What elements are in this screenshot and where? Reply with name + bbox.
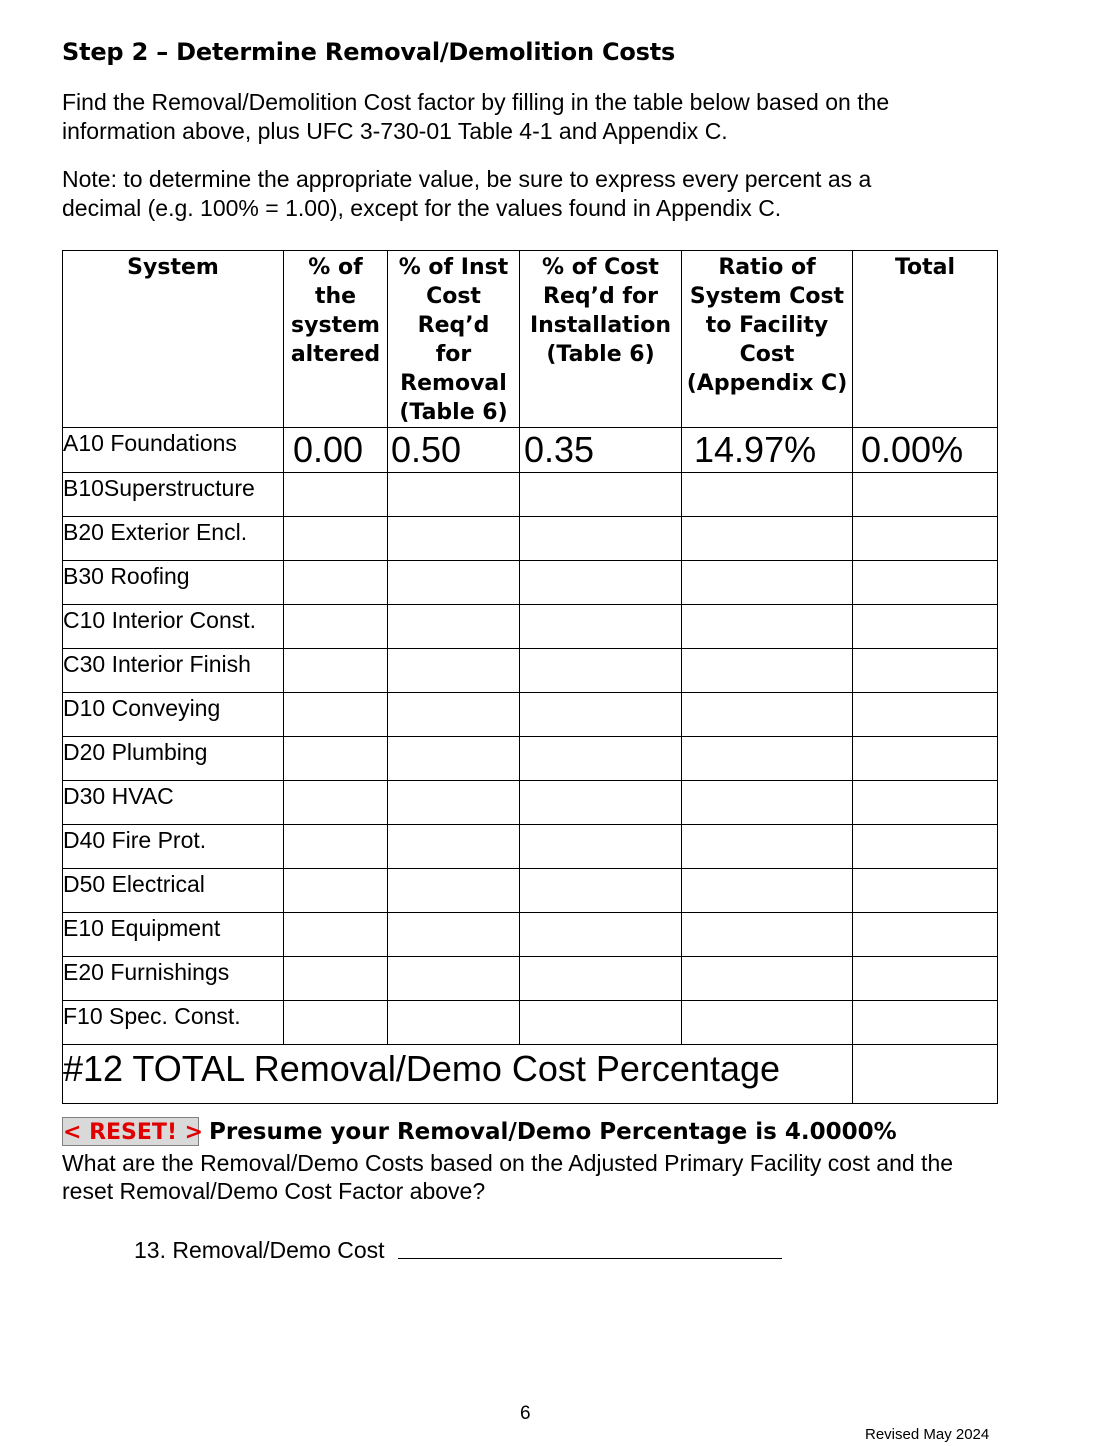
pct-install-cell[interactable] — [520, 473, 682, 517]
ratio-cell[interactable] — [682, 473, 853, 517]
system-name-cell: D20 Plumbing — [63, 737, 284, 781]
system-name-cell: C10 Interior Const. — [63, 605, 284, 649]
header-line: altered — [290, 342, 381, 367]
pct-removal-cell[interactable] — [388, 693, 520, 737]
table-row — [63, 869, 998, 913]
pct-altered-cell[interactable] — [284, 957, 388, 1001]
total-cell[interactable] — [853, 737, 998, 781]
pct-install-cell[interactable] — [520, 561, 682, 605]
pct-removal-cell[interactable] — [388, 825, 520, 869]
system-name-cell: D40 Fire Prot. — [63, 825, 284, 869]
table-row — [63, 737, 998, 781]
ratio-cell[interactable] — [682, 1001, 853, 1045]
pct-altered-cell[interactable] — [284, 649, 388, 693]
total-cell[interactable] — [853, 869, 998, 913]
system-name-cell: B10Superstructure — [63, 473, 284, 517]
ratio-cell[interactable]: 14.97% — [682, 428, 853, 473]
table-row — [63, 1001, 998, 1045]
q13-label: 13. Removal/Demo Cost — [134, 1237, 385, 1263]
total-cell[interactable] — [853, 517, 998, 561]
total-cell[interactable] — [853, 649, 998, 693]
pct-altered-cell[interactable] — [284, 473, 388, 517]
table-row — [63, 517, 998, 561]
header-line: Removal — [400, 371, 507, 396]
table-row — [63, 561, 998, 605]
total-cell[interactable] — [853, 605, 998, 649]
system-name-cell: E10 Equipment — [63, 913, 284, 957]
revised-date: Revised May 2024 — [865, 1426, 990, 1443]
pct-altered-cell[interactable] — [284, 781, 388, 825]
header-line: Cost — [739, 342, 795, 367]
ratio-cell[interactable] — [682, 517, 853, 561]
ratio-cell[interactable] — [682, 605, 853, 649]
question-line-2: reset Removal/Demo Cost Factor above? — [62, 1178, 486, 1204]
pct-install-cell[interactable] — [520, 605, 682, 649]
table-row — [63, 605, 998, 649]
total-cell[interactable] — [853, 957, 998, 1001]
system-name-cell: E20 Furnishings — [63, 957, 284, 1001]
pct-install-cell[interactable]: 0.35 — [520, 428, 682, 473]
header-line: Req’d for — [543, 284, 658, 309]
pct-altered-cell[interactable] — [284, 561, 388, 605]
pct-altered-cell[interactable] — [284, 1001, 388, 1045]
ratio-cell[interactable] — [682, 825, 853, 869]
total-row-label: #12 TOTAL Removal/Demo Cost Percentage — [63, 1045, 853, 1104]
header-line: Cost Req’d — [417, 284, 490, 338]
header-line: the — [314, 284, 357, 309]
table-row — [63, 473, 998, 517]
table-row — [63, 693, 998, 737]
header-line: (Table 6) — [546, 342, 655, 367]
pct-install-cell[interactable] — [520, 825, 682, 869]
header-system: System — [63, 251, 284, 428]
header-line: to Facility — [705, 313, 829, 338]
header-line: for — [435, 342, 472, 367]
header-line: System Cost — [689, 284, 845, 309]
total-cell[interactable] — [853, 781, 998, 825]
note-line-1: Note: to determine the appropriate value, be sure to express every percent as a — [62, 166, 872, 192]
header-line: system — [291, 313, 380, 338]
pct-removal-cell[interactable] — [388, 561, 520, 605]
total-cell[interactable] — [853, 913, 998, 957]
presume-text: Presume your Removal/Demo Percentage is 4.0000% — [209, 1119, 897, 1145]
total-cell[interactable]: 0.00% — [853, 428, 998, 473]
pct-install-cell[interactable] — [520, 649, 682, 693]
ratio-cell[interactable] — [682, 693, 853, 737]
header-row — [63, 251, 998, 428]
header-line: % of Cost — [542, 255, 659, 280]
system-name-cell: B30 Roofing — [63, 561, 284, 605]
pct-removal-cell[interactable] — [388, 605, 520, 649]
header-line: (Appendix C) — [686, 371, 848, 396]
ratio-cell[interactable] — [682, 913, 853, 957]
ratio-cell[interactable] — [682, 737, 853, 781]
system-name-cell: D50 Electrical — [63, 869, 284, 913]
intro-line-2: information above, plus UFC 3-730-01 Table 4-1 and Appendix C. — [62, 118, 728, 144]
total-cell[interactable] — [853, 693, 998, 737]
table-row — [63, 649, 998, 693]
header-ratio — [682, 251, 853, 428]
pct-altered-cell[interactable] — [284, 605, 388, 649]
pct-install-cell[interactable] — [520, 781, 682, 825]
pct-install-cell[interactable] — [520, 517, 682, 561]
question-paragraph — [62, 1149, 1022, 1205]
pct-install-cell[interactable] — [520, 869, 682, 913]
pct-altered-cell[interactable] — [284, 737, 388, 781]
pct-install-cell[interactable] — [520, 737, 682, 781]
system-name-cell: A10 Foundations — [63, 428, 284, 473]
total-cell[interactable] — [853, 561, 998, 605]
table-row — [63, 957, 998, 1001]
ratio-cell[interactable] — [682, 957, 853, 1001]
pct-removal-cell[interactable] — [388, 473, 520, 517]
pct-install-cell[interactable] — [520, 1001, 682, 1045]
system-name-cell: F10 Spec. Const. — [63, 1001, 284, 1045]
header-line: Installation — [529, 313, 672, 338]
system-name-cell: D10 Conveying — [63, 693, 284, 737]
header-line: % of Inst — [398, 255, 509, 280]
ratio-cell[interactable] — [682, 869, 853, 913]
header-pct-inst-removal — [388, 251, 520, 428]
ratio-cell[interactable] — [682, 561, 853, 605]
system-name-cell: C30 Interior Finish — [63, 649, 284, 693]
ratio-cell[interactable] — [682, 781, 853, 825]
header-pct-altered — [284, 251, 388, 428]
header-line: % of — [308, 255, 363, 280]
removal-cost-table — [62, 250, 998, 1104]
intro-paragraph — [62, 88, 1022, 146]
note-paragraph — [62, 165, 1022, 223]
section-heading: Step 2 – Determine Removal/Demolition Costs — [62, 38, 676, 66]
intro-line-1: Find the Removal/Demolition Cost factor by filling in the table below based on the — [62, 89, 890, 115]
pct-removal-cell[interactable] — [388, 781, 520, 825]
pct-removal-cell[interactable] — [388, 869, 520, 913]
q13-answer-field[interactable] — [398, 1258, 782, 1259]
question-line-1: What are the Removal/Demo Costs based on the Adjusted Primary Facility cost and the — [62, 1150, 954, 1176]
reset-button[interactable]: < RESET! > — [62, 1117, 199, 1146]
table-row — [63, 428, 998, 473]
pct-install-cell[interactable] — [520, 957, 682, 1001]
pct-install-cell[interactable] — [520, 693, 682, 737]
pct-altered-cell[interactable] — [284, 869, 388, 913]
table-row — [63, 913, 998, 957]
pct-removal-cell[interactable] — [388, 1001, 520, 1045]
page-number: 6 — [520, 1403, 531, 1424]
pct-removal-cell[interactable] — [388, 649, 520, 693]
pct-altered-cell[interactable]: 0.00 — [284, 428, 388, 473]
pct-altered-cell[interactable] — [284, 825, 388, 869]
note-line-2: decimal (e.g. 100% = 1.00), except for the values found in Appendix C. — [62, 195, 782, 221]
header-total: Total — [853, 251, 998, 428]
pct-removal-cell[interactable] — [388, 737, 520, 781]
header-line: Ratio of — [718, 255, 816, 280]
pct-altered-cell[interactable] — [284, 693, 388, 737]
pct-altered-cell[interactable] — [284, 517, 388, 561]
pct-removal-cell[interactable] — [388, 517, 520, 561]
pct-removal-cell[interactable] — [388, 957, 520, 1001]
system-name-cell: D30 HVAC — [63, 781, 284, 825]
total-cell[interactable] — [853, 1001, 998, 1045]
header-pct-installation — [520, 251, 682, 428]
table-row — [63, 825, 998, 869]
table-row — [63, 781, 998, 825]
pct-removal-cell[interactable] — [388, 913, 520, 957]
total-cell[interactable] — [853, 473, 998, 517]
pct-install-cell[interactable] — [520, 913, 682, 957]
pct-altered-cell[interactable] — [284, 913, 388, 957]
header-line: (Table 6) — [399, 400, 508, 425]
ratio-cell[interactable] — [682, 649, 853, 693]
total-row — [63, 1045, 998, 1104]
total-percentage-cell[interactable] — [853, 1045, 998, 1104]
system-name-cell: B20 Exterior Encl. — [63, 517, 284, 561]
total-cell[interactable] — [853, 825, 998, 869]
pct-removal-cell[interactable]: 0.50 — [388, 428, 520, 473]
